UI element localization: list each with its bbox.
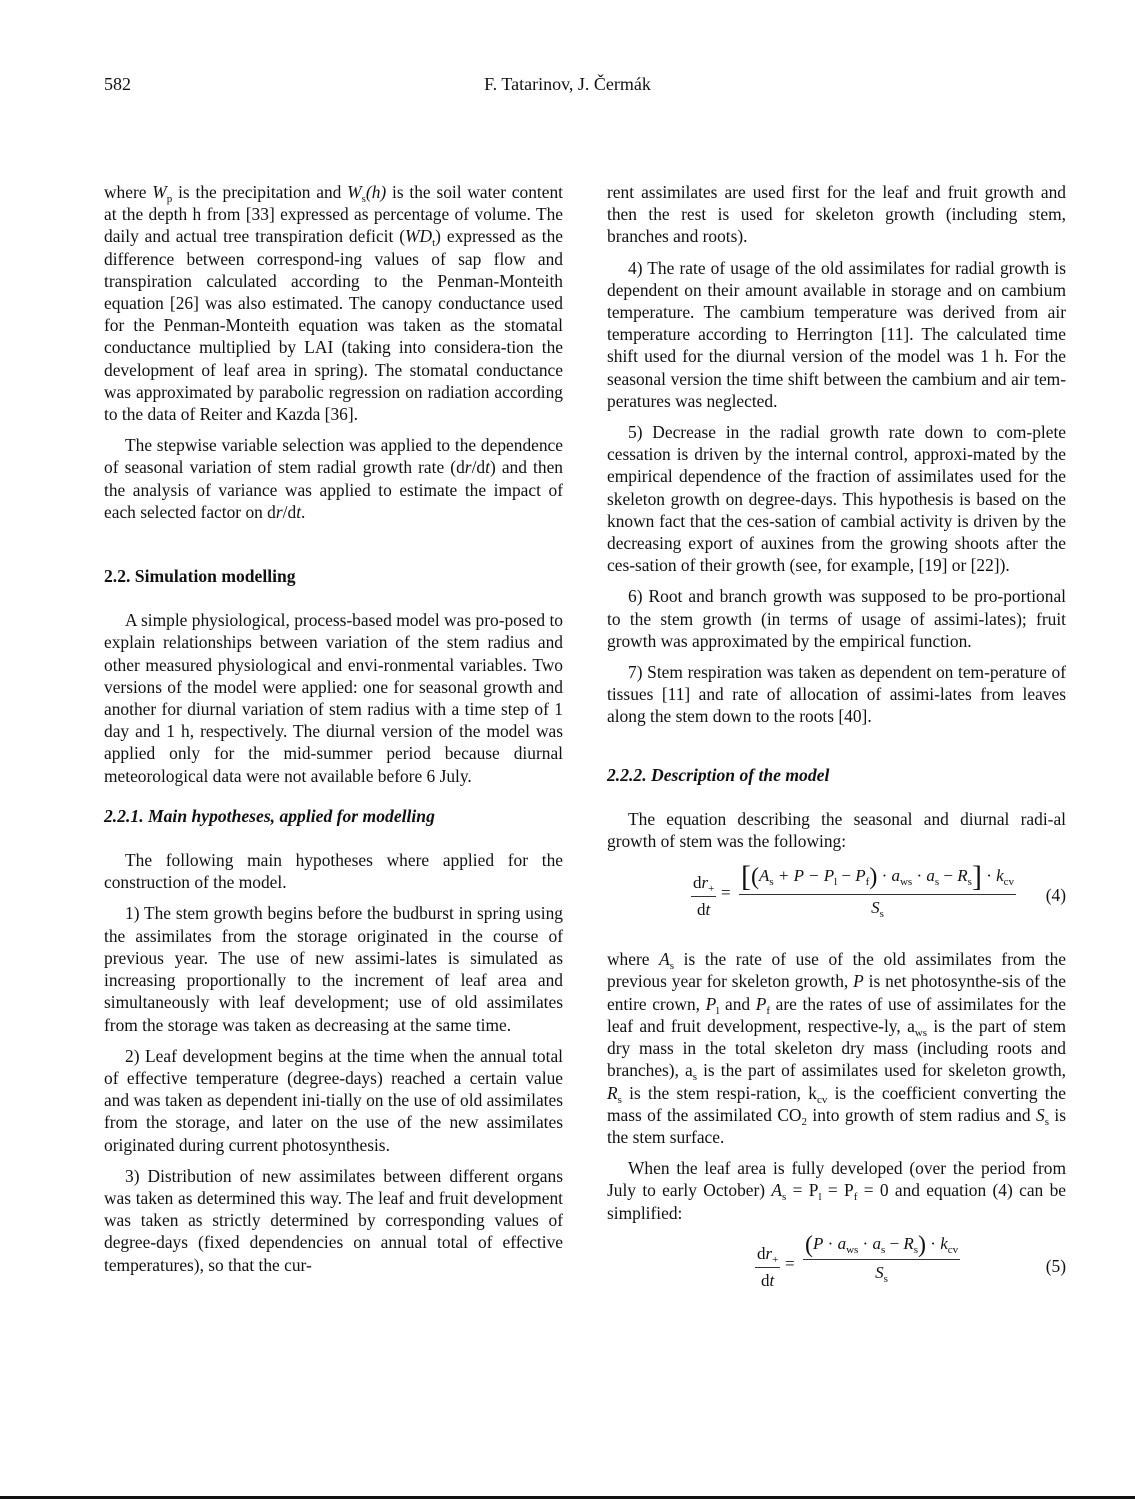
hypothesis-1: 1) The stem growth begins before the budburst in spring using the assimilates from the storage originated in the course of previous year. The use of new assimi-lates is simulated as increasing proportionally to the increment of leaf area and simultaneously with leaf development; use of old assimilates from the storage was taken as decreasing at the same time. — [104, 903, 563, 1035]
hypothesis-4: 4) The rate of usage of the old assimilates for radial growth is dependent on their amount available in storage and on cambium temperature. The cambium temperature was derived from air temperature according to Herrington [11]. The calculated time shift used for the diurnal version of the model was 1 h. For the seasonal version the time shift between the cambium and air tem-peratures was neglected. — [607, 257, 1066, 411]
equation-4: $\frac{dr_+}{dt}$ = $[(A_s + P - P_l - P_f) \cdot a_{ws} \cdot a_s - R_s] \cdot k_{cv}$ $S_s$ (4) — [693, 860, 1066, 921]
paragraph-variable-definitions: where $A_s$ is the rate of use of the old assimilates from the previous year for skeleton growth, P is net photosynthe-sis of the entire crown, $P_l$ and $P_f$ are the rates of use of assimilates for the leaf and fruit development, respective-ly, $a_{ws}$ is the part of stem dry mass in the total skeleton dry mass (including roots and branches), $a_s$ is the part of assimilates used for skeleton growth, $R_s$ is the stem respi-ration, $k_{cv}$ is the coefficient converting the mass of the assimilated $CO_2$ into growth of stem radius and $S_s$ is the stem surface. — [607, 949, 1067, 1147]
paragraph-hypotheses-intro: The following main hypotheses where applied for the construction of the model. — [104, 850, 563, 893]
section-heading-simulation-modelling: 2.2. Simulation modelling — [104, 566, 296, 587]
hypothesis-6: 6) Root and branch growth was supposed to be pro-portional to the stem growth (in terms of usage of assimi-lates); fruit growth was approximated by the empirical function. — [607, 586, 1066, 651]
hypothesis-3: 3) Distribution of new assimilates between different organs was taken as determined this way. The leaf and fruit development was taken as strictly determined by corresponding values of degree-days (fixed dependencies on annual total of effective temperatures), so that the cur- — [104, 1165, 563, 1275]
hypothesis-3-continued: rent assimilates are used first for the leaf and fruit growth and then the rest is used for skeleton growth (including stem, branches and roots). — [607, 182, 1066, 247]
equation-4-rhs: $[(A_s + P - P_l - P_f) \cdot a_{ws} \cdot a_s - R_s] \cdot k_{cv}$ $S_s$ — [741, 860, 1015, 921]
paragraph-simplification: When the leaf area is fully developed (over the period from July to early October) $A_s = P_l = P_f = 0$ and equation (4) can be simplified: — [607, 1158, 1066, 1223]
paragraph-soil-water: where $W_p$ is the precipitation and $W_s(h)$ is the soil water content at the depth h from [33] expressed as percentage of volume. The daily and actual tree transpiration deficit $(WD_t)$ expressed as the difference between correspond-ing values of sap flow and transpiration calculated according to the Penman-Monteith equation [26] was also estimated. The canopy conductance used for the Penman-Monteith equation was taken as the stomatal conductance multiplied by LAI (taking into considera-tion the development of leaf area in spring). The stomatal conductance was approximated by parabolic regression on radiation according to the data of Reiter and Kazda [36]. — [104, 182, 563, 425]
paragraph-equation-intro: The equation describing the seasonal and diurnal radi-al growth of stem was the following: — [607, 808, 1066, 852]
page-number: 582 — [104, 74, 131, 94]
equation-5-number: (5) — [1045, 1255, 1066, 1276]
subsection-heading-description-of-model: 2.2.2. Description of the model — [607, 764, 830, 785]
equation-5: $\frac{dr_+}{dt}$ = $(P \cdot a_{ws} \cdot a_s - R_s) \cdot k_{cv}$ $S_s$ (5) — [607, 1233, 1066, 1307]
hypothesis-7: 7) Stem respiration was taken as dependent on tem-perature of tissues [11] and rate of allocation of assimi-lates from leaves along the stem down to the roots [40]. — [607, 662, 1066, 727]
subsection-heading-main-hypotheses: 2.2.1. Main hypotheses, applied for modelling — [104, 805, 435, 826]
running-head: F. Tatarinov, J. Čermák — [484, 74, 651, 94]
equation-5-rhs: $(P \cdot a_{ws} \cdot a_s - R_s) \cdot k_{cv}$ $S_s$ — [805, 1231, 959, 1285]
left-column — [104, 181, 563, 1285]
hypothesis-2: 2) Leaf development begins at the time when the annual total of effective temperature (degree-days) reached a certain value and was taken as dependent ini-tially on the use of old assimilates from the storage, and later on the use of the new assimilates originated during current photosynthesis. — [104, 1045, 563, 1155]
paragraph-model-intro: A simple physiological, process-based model was pro-posed to explain relationships between variation of the stem radius and other measured physiological and envi-ronmental variables. Two versions of the model were applied: one for seasonal growth and another for diurnal variation of stem radius with a time step of 1 day and 1 h, respectively. The diurnal version of the model was applied only for the mid-summer period because diurnal meteorological data were not available before 6 July. — [104, 610, 563, 786]
hypothesis-5: 5) Decrease in the radial growth rate down to com-plete cessation is driven by the internal control, approxi-mated by the empirical dependence of the fraction of assimilates used for the skeleton growth on degree-days. This hypothesis is based on the known fact that the ces-sation of cambial activity is driven by the decreasing export of auxines from the growing shoots after the ces-sation of their growth (see, for example, [19] or [22]). — [607, 422, 1066, 576]
equation-4-number: (4) — [1045, 885, 1066, 906]
paragraph-stepwise: The stepwise variable selection was applied to the dependence of seasonal variation of stem radial growth rate (dr/dt) and then the analysis of variance was applied to estimate the impact of each selected factor on dr/dt. — [104, 435, 563, 522]
equation-4-lhs: $\frac{dr_+}{dt}$ — [693, 873, 715, 920]
equation-5-lhs: $\frac{dr_+}{dt}$ — [757, 1243, 779, 1290]
right-column — [607, 181, 1066, 1319]
